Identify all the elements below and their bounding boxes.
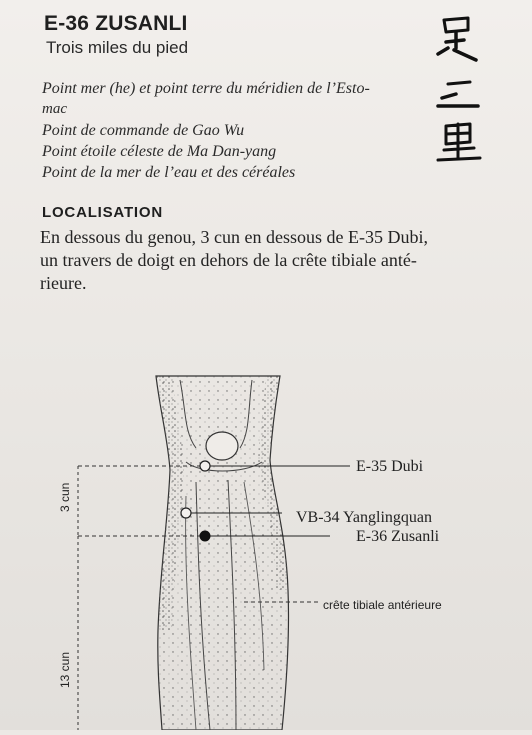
scale-3-cun: 3 cun: [58, 482, 72, 512]
alternate-names: [42, 78, 402, 183]
patella: [206, 432, 238, 460]
point-e36-marker: [200, 531, 210, 541]
leg-illustration: [0, 370, 532, 730]
point-e35-marker: [200, 461, 210, 471]
label-e36: E-36 Zusanli: [356, 528, 440, 545]
name-line-3: Point étoile céleste de Ma Dan-yang: [42, 143, 277, 160]
scale-13-cun: 13 cun: [58, 651, 72, 688]
point-title: E-36 ZUSANLI: [44, 12, 188, 35]
label-vb34: VB-34 Yanglingquan: [296, 509, 433, 526]
name-line-4: Point de la mer de l’eau et des céréales: [42, 164, 296, 181]
knee-leg-diagram: [0, 370, 532, 730]
label-tibial-crest: crête tibiale antérieure: [323, 598, 442, 612]
label-e35: E-35 Dubi: [356, 458, 424, 475]
localisation-line-3: rieure.: [40, 273, 87, 293]
localisation-line-1: En dessous du genou, 3 cun en dessous de E-35 Dubi,: [40, 227, 428, 247]
point-vb34-marker: [181, 508, 191, 518]
point-subtitle: Trois miles du pied: [46, 38, 189, 57]
name-line-1: Point mer (he) et point terre du méridien de l’Esto-: [42, 80, 370, 97]
section-heading: LOCALISATION: [42, 204, 163, 221]
localisation-line-2: un travers de doigt en dehors de la crête tibiale anté-: [40, 250, 417, 270]
localisation-text: [40, 226, 500, 295]
chinese-calligraphy-icon: [428, 14, 488, 164]
name-line-2: Point de commande de Gao Wu: [42, 122, 245, 139]
name-line-1-continued: mac: [42, 101, 67, 117]
